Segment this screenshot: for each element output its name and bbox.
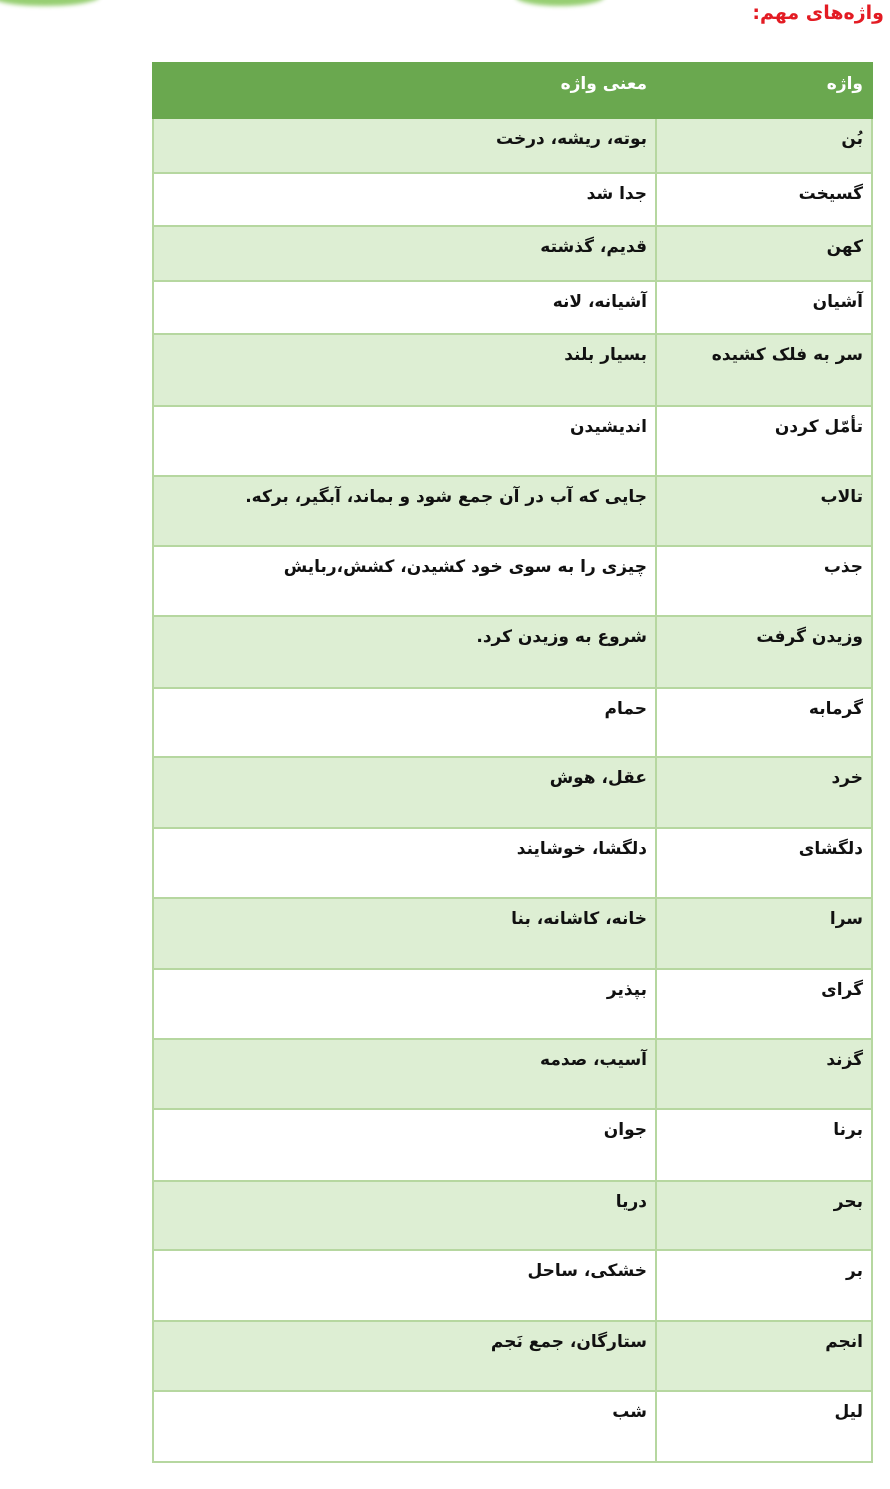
meaning-cell: جوان: [153, 1109, 656, 1181]
meaning-cell: آشیانه، لانه: [153, 281, 656, 334]
word-cell: گزند: [656, 1039, 872, 1109]
table-row: [153, 476, 872, 546]
column-header-meaning: معنی واژه: [153, 63, 656, 118]
word-cell: لیل: [656, 1391, 872, 1462]
meaning-cell: خشکی، ساحل: [153, 1250, 656, 1321]
word-cell: بر: [656, 1250, 872, 1321]
meaning-cell: اندیشیدن: [153, 406, 656, 476]
meaning-cell: عقل، هوش: [153, 757, 656, 828]
table-row: [153, 828, 872, 898]
table-row: [153, 969, 872, 1039]
table-row: [153, 1250, 872, 1321]
word-cell: تأمّل کردن: [656, 406, 872, 476]
meaning-cell: خانه، کاشانه، بنا: [153, 898, 656, 969]
table-row: [153, 1109, 872, 1181]
table-row: [153, 281, 872, 334]
table-row: [153, 688, 872, 757]
vocabulary-table: [152, 62, 873, 1463]
table-row: [153, 1391, 872, 1462]
table-row: [153, 118, 872, 173]
meaning-cell: جدا شد: [153, 173, 656, 226]
table-row: [153, 1039, 872, 1109]
table-row: [153, 334, 872, 406]
word-cell: کهن: [656, 226, 872, 281]
meaning-cell: شروع به وزیدن کرد.: [153, 616, 656, 688]
meaning-cell: بسیار بلند: [153, 334, 656, 406]
word-cell: بحر: [656, 1181, 872, 1250]
word-cell: برنا: [656, 1109, 872, 1181]
word-cell: انجم: [656, 1321, 872, 1391]
word-cell: دلگشای: [656, 828, 872, 898]
meaning-cell: حمام: [153, 688, 656, 757]
word-cell: گسیخت: [656, 173, 872, 226]
word-cell: گرای: [656, 969, 872, 1039]
meaning-cell: ستارگان، جمع نَجم: [153, 1321, 656, 1391]
word-cell: جذب: [656, 546, 872, 616]
meaning-cell: قدیم، گذشته: [153, 226, 656, 281]
table-row: [153, 616, 872, 688]
meaning-cell: چیزی را به سوی خود کشیدن، کشش،ربایش: [153, 546, 656, 616]
table-row: [153, 1181, 872, 1250]
word-cell: گرمابه: [656, 688, 872, 757]
word-cell: آشیان: [656, 281, 872, 334]
column-header-word: واژه: [656, 63, 872, 118]
meaning-cell: بوته، ریشه، درخت: [153, 118, 656, 173]
table-row: [153, 226, 872, 281]
word-cell: سرا: [656, 898, 872, 969]
table-header-row: [153, 63, 872, 118]
word-cell: سر به فلک کشیده: [656, 334, 872, 406]
word-cell: خرد: [656, 757, 872, 828]
table-row: [153, 898, 872, 969]
word-cell: بُن: [656, 118, 872, 173]
meaning-cell: جایی که آب در آن جمع شود و بماند، آبگیر، برکه.: [153, 476, 656, 546]
table-row: [153, 1321, 872, 1391]
page-title: واژه‌های مهم:: [752, 2, 884, 24]
meaning-cell: آسیب، صدمه: [153, 1039, 656, 1109]
meaning-cell: دریا: [153, 1181, 656, 1250]
meaning-cell: دلگشا، خوشایند: [153, 828, 656, 898]
table-row: [153, 757, 872, 828]
word-cell: وزیدن گرفت: [656, 616, 872, 688]
table-row: [153, 406, 872, 476]
decorative-leaf-left: [0, 0, 100, 6]
table-row: [153, 546, 872, 616]
meaning-cell: شب: [153, 1391, 656, 1462]
meaning-cell: بپذیر: [153, 969, 656, 1039]
decorative-leaf-center: [515, 0, 605, 6]
table-row: [153, 173, 872, 226]
word-cell: تالاب: [656, 476, 872, 546]
